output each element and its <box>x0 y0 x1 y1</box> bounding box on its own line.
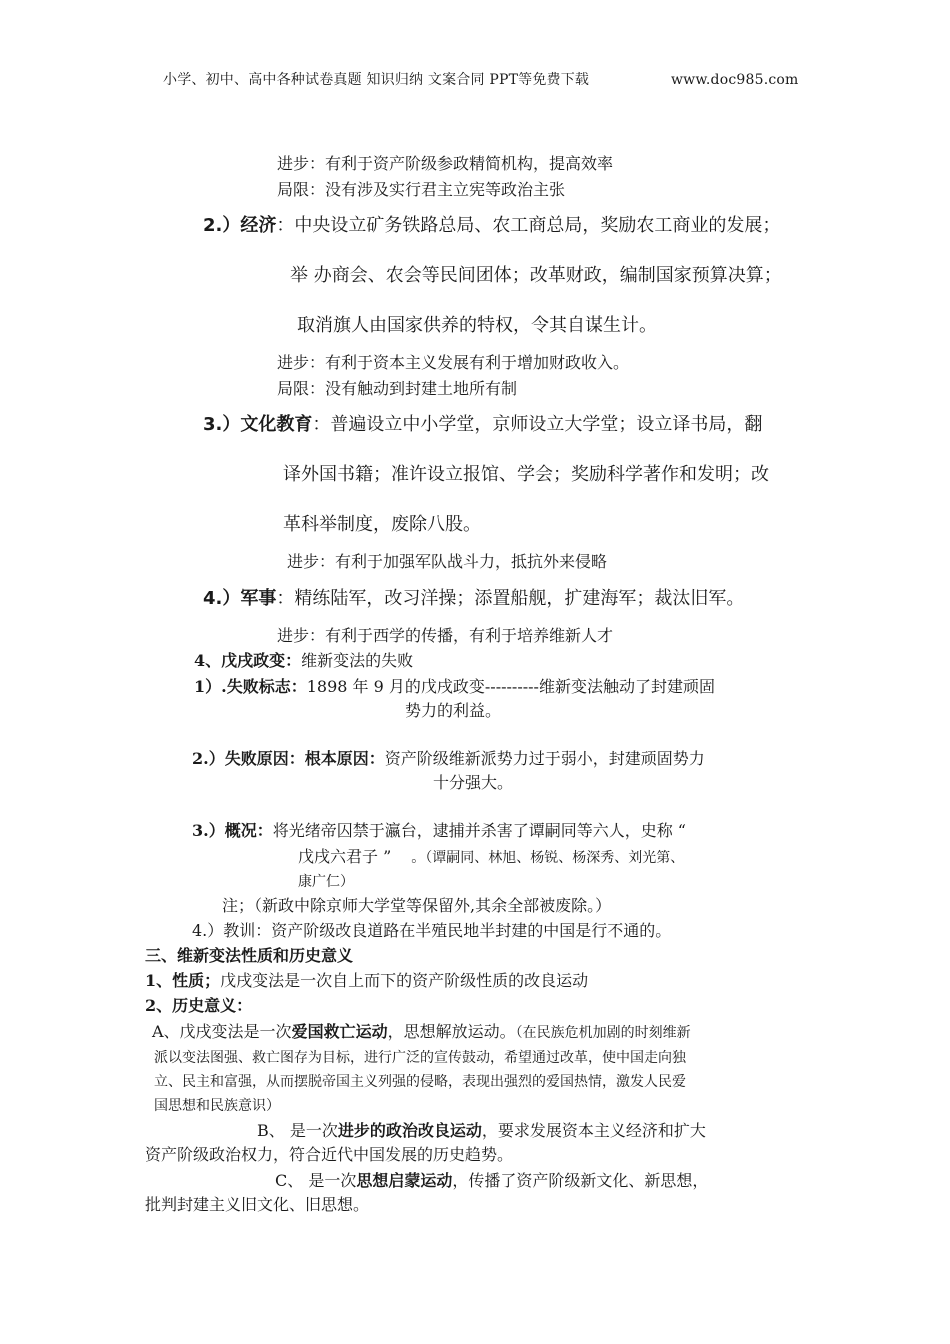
culture-label: 3.）文化教育 <box>203 414 313 435</box>
coup-p1-label: 1）.失败标志： <box>194 677 307 696</box>
coup-title <box>194 650 413 672</box>
military-line-1 <box>203 587 744 611</box>
c-post: ，传播了资产阶级新文化、新思想， <box>452 1171 709 1190</box>
b-pre: B、 是一次 <box>257 1121 338 1140</box>
section3-title-text: 三、维新变法性质和历史意义 <box>145 946 354 965</box>
culture-line-1 <box>203 413 762 437</box>
coup-title-rest: 维新变法的失败 <box>301 651 414 670</box>
section3-title <box>145 945 353 967</box>
economy-line-3: 取消旗人由国家供养的特权，令其自谋生计。 <box>297 315 657 336</box>
nature-label: 1、性质； <box>145 971 221 990</box>
coup-p3 <box>192 820 686 842</box>
section3-meaning <box>145 995 252 1017</box>
a-post: ，思想解放运动。 <box>387 1022 516 1041</box>
header-url[interactable]: www.doc985.com <box>671 72 799 88</box>
coup-p4: 4.）教训：资产阶级改良道路在半殖民地半封建的中国是行不通的。 <box>192 921 672 940</box>
culture-line-2: 译外国书籍；准许设立报馆、学会；奖励科学著作和发明；改 <box>283 464 769 485</box>
military-label: 4.）军事 <box>203 588 277 609</box>
nature-text: 戊戌变法是一次自上而下的资产阶级性质的改良运动 <box>220 971 589 990</box>
a-note-3: 立、民主和富强，从而摆脱帝国主义列强的侵略，表现出强烈的爱国热情，激发人民爱 <box>154 1074 686 1090</box>
coup-p2-text: 资产阶级维新派势力过于弱小，封建顽固势力 <box>384 749 705 768</box>
economy-line-1 <box>203 214 780 238</box>
a-pre: A、戊戌变法是一次 <box>152 1022 292 1041</box>
b-post: ，要求发展资本主义经济和扩大 <box>481 1121 706 1140</box>
military-text-1: ：精练陆军，改习洋操；添置船舰，扩建海军；裁汰旧军。 <box>276 588 745 609</box>
economy-text-1: ：中央设立矿务铁路总局、农工商总局，奖励农工商业的发展； <box>276 215 781 236</box>
economy-label: 2.）经济 <box>203 215 277 236</box>
coup-p2-label: 2.）失败原因：根本原因： <box>192 749 385 768</box>
economy-line-2: 举 办商会、农会等民间团体；改革财政，编制国家预算决算； <box>290 265 782 286</box>
coup-p3-line2 <box>298 846 684 869</box>
a-bold: 爱国救亡运动 <box>291 1022 388 1041</box>
section3-nature <box>145 970 588 992</box>
coup-p3-text: 将光绪帝囚禁于瀛台，逮捕并杀害了谭嗣同等六人，史称 “ <box>272 821 686 840</box>
coup-p3-line4: 康广仁） <box>298 874 354 890</box>
header-text: 小学、初中、高中各种试卷真题 知识归纳 文案合同 PPT等免费下载 <box>163 72 590 88</box>
coup-p1-text: 1898 年 9 月的戊戌政变----------维新变法触动了封建顽固 <box>306 677 715 696</box>
coup-p3-six: 戊戌六君子 ” <box>298 847 392 866</box>
coup-p3-label: 3.）概况： <box>192 821 273 840</box>
coup-note: 注；（新政中除京师大学堂等保留外,其余全部被废除。） <box>222 896 612 915</box>
culture-line-3: 革科举制度，废除八股。 <box>283 514 481 535</box>
c-bold: 思想启蒙运动 <box>356 1171 453 1190</box>
political-progress: 进步：有利于资产阶级参政精简机构，提高效率 <box>277 154 614 173</box>
meaning-label: 2、历史意义： <box>145 996 253 1015</box>
coup-p2-line2: 十分强大。 <box>433 773 514 792</box>
coup-p2 <box>192 748 705 770</box>
coup-p1-line2: 势力的利益。 <box>405 701 502 720</box>
meaning-b-line2: 资产阶级政治权力，符合近代中国发展的历史趋势。 <box>145 1145 514 1164</box>
military-progress: 进步：有利于西学的传播，有利于培养维新人才 <box>277 626 614 645</box>
a-note-2: 派以变法图强、救亡图存为目标，进行广泛的宣传鼓动，希望通过改革，使中国走向独 <box>154 1050 686 1066</box>
economy-progress: 进步：有利于资本主义发展有利于增加财政收入。 <box>277 353 630 372</box>
meaning-a <box>152 1021 691 1043</box>
b-bold: 进步的政治改良运动 <box>337 1121 482 1140</box>
culture-text-1: ：普遍设立中小学堂，京师设立大学堂；设立译书局，翻 <box>312 414 763 435</box>
political-limit: 局限：没有涉及实行君主立宪等政治主张 <box>277 180 566 199</box>
meaning-c-line2: 批判封建主义旧文化、旧思想。 <box>145 1195 370 1214</box>
coup-p3-names: 。（谭嗣同、林旭、杨锐、杨深秀、刘光第、 <box>411 850 685 866</box>
culture-progress: 进步：有利于加强军队战斗力，抵抗外来侵略 <box>287 552 608 571</box>
coup-p1 <box>194 676 715 698</box>
coup-title-bold: 4、戊戌政变： <box>194 651 302 670</box>
a-note-1: （在民族危机加剧的时刻维新 <box>515 1025 691 1041</box>
economy-limit: 局限：没有触动到封建土地所有制 <box>277 379 518 398</box>
c-pre: C、 是一次 <box>275 1171 357 1190</box>
a-note-4: 国思想和民族意识） <box>154 1098 280 1114</box>
meaning-c <box>275 1170 708 1192</box>
meaning-b <box>257 1120 706 1142</box>
